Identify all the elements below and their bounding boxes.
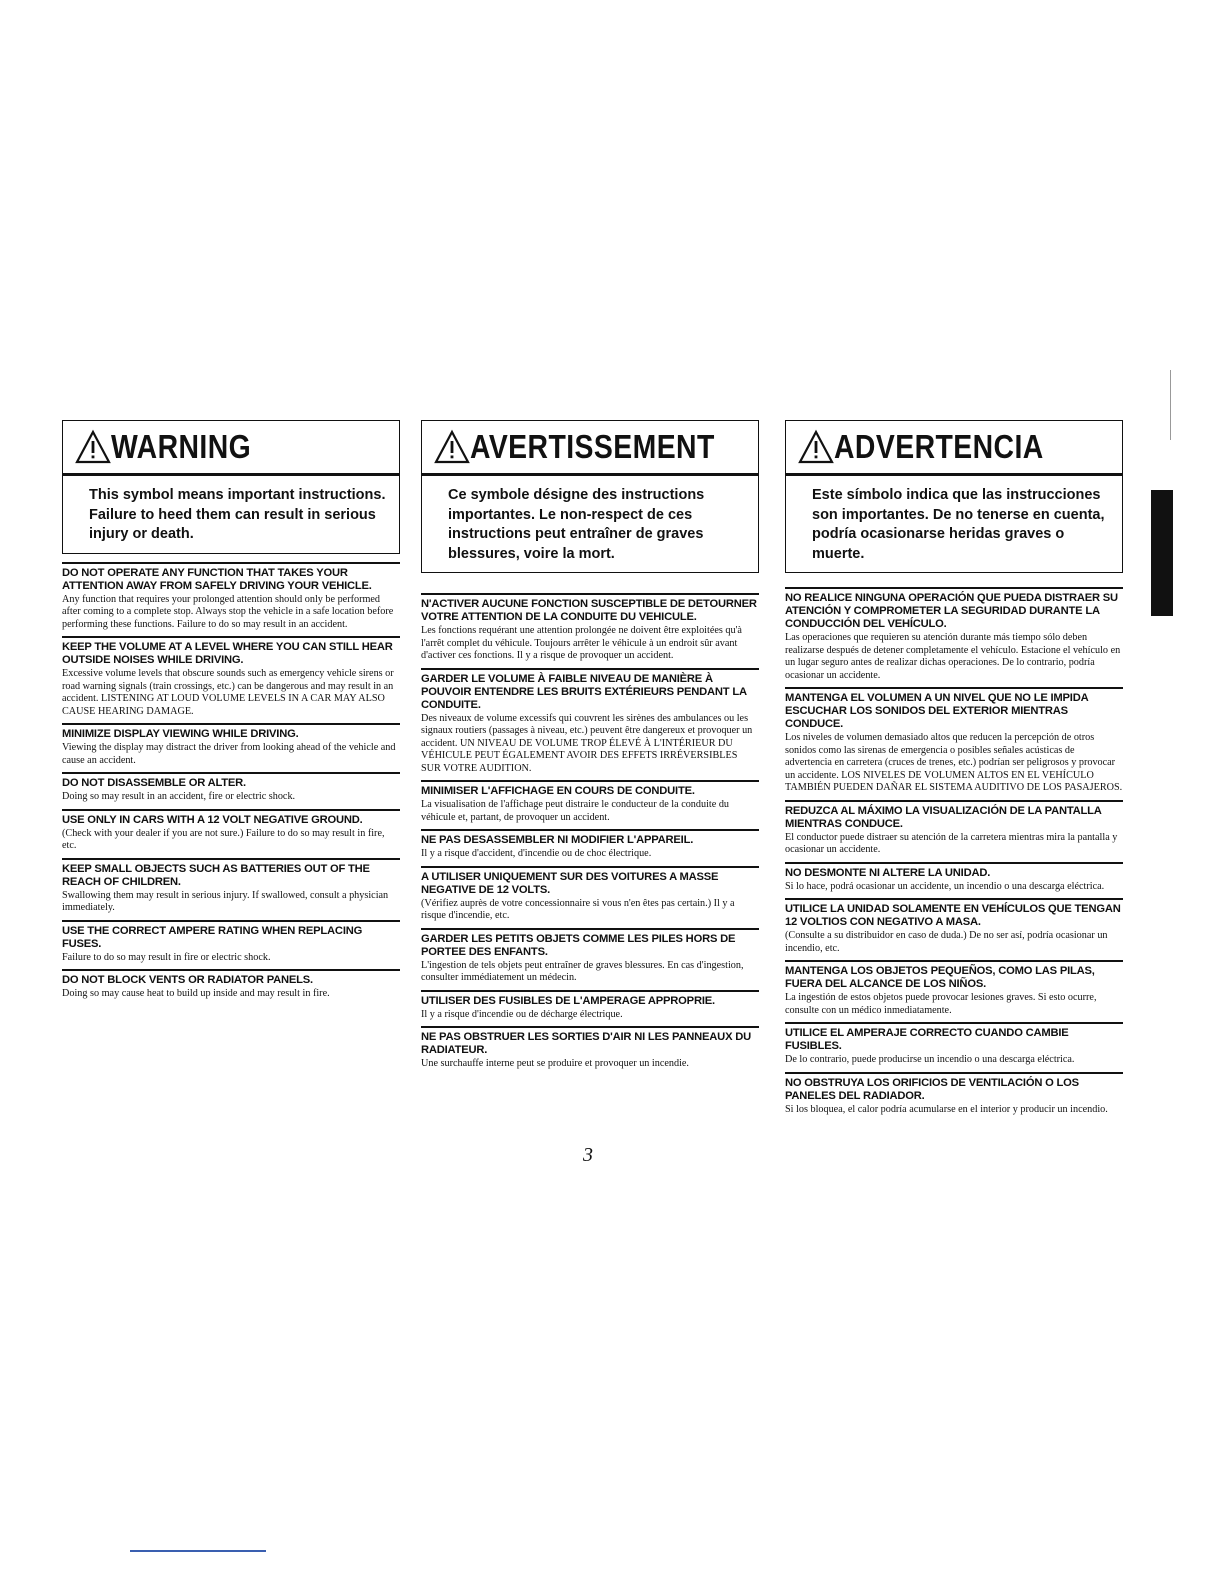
warning-item-title: MINIMIZE DISPLAY VIEWING WHILE DRIVING. [62, 728, 299, 740]
warning-item-title: UTILICE EL AMPERAJE CORRECTO CUANDO CAMBIE FUSIBLES. [785, 1027, 1069, 1052]
warning-item [421, 593, 759, 663]
warning-item [785, 862, 1123, 894]
margin-line [1170, 370, 1171, 440]
warning-item [785, 1072, 1123, 1117]
warning-item-body: Il y a risque d'accident, d'incendie ou de choc électrique. [421, 848, 652, 859]
warning-item-title: DO NOT OPERATE ANY FUNCTION THAT TAKES YOUR ATTENTION AWAY FROM SAFELY DRIVING YOUR VEHICLE. [62, 566, 372, 592]
warning-item-body: (Check with your dealer if you are not sure.) Failure to do so may result in fire, etc. [62, 827, 385, 851]
intro-box [421, 473, 759, 573]
warning-item-body: Si lo hace, podrá ocasionar un accidente, un incendio o una descarga eléctrica. [785, 880, 1105, 892]
intro-box [785, 473, 1123, 573]
warning-item-title: MANTENGA LOS OBJETOS PEQUEÑOS, COMO LAS PILAS, FUERA DEL ALCANCE DE LOS NIÑOS. [785, 965, 1095, 990]
warning-item [421, 866, 759, 923]
warning-item-title: USE THE CORRECT AMPERE RATING WHEN REPLACING FUSES. [62, 924, 363, 950]
warning-item-body: Une surchauffe interne peut se produire et provoquer un incendie. [421, 1058, 689, 1069]
warning-title-bar [62, 420, 400, 473]
warning-item [421, 990, 759, 1022]
warning-item [62, 809, 400, 853]
warning-item [62, 858, 400, 915]
warning-item-body: Las operaciones que requieren su atención durante más tiempo sólo deben realizarse después de detener completamente el vehículo. Estacione el vehículo en un lugar seguro antes de realizar dichas operaciones. De lo contrario, podría ocasionar un accidente. [785, 632, 1121, 681]
warning-item [421, 780, 759, 824]
warning-title-bar [785, 420, 1123, 473]
warning-item-body: Doing so may cause heat to build up inside and may result in fire. [62, 988, 330, 999]
warning-item-body: L'ingestion de tels objets peut entraîner de graves blessures. En cas d'ingestion, consulter immédiatement un médecin. [421, 959, 744, 983]
warning-item-title: NO DESMONTE NI ALTERE LA UNIDAD. [785, 866, 991, 879]
warning-title: ADVERTENCIA [834, 428, 1044, 465]
intro-text: Este símbolo indica que las instrucciones son importantes. De no tenerse en cuenta, podría ocasionarse heridas graves o muerte. [812, 487, 1105, 562]
warning-item-title: NE PAS OBSTRUER LES SORTIES D'AIR NI LES PANNEAUX DU RADIATEUR. [421, 1031, 751, 1056]
warning-item-body: De lo contrario, puede producirse un incendio o una descarga eléctrica. [785, 1054, 1075, 1065]
warning-item [785, 1022, 1123, 1067]
warning-item-body: Viewing the display may distract the driver from looking ahead of the vehicle and cause an accident. [62, 742, 396, 766]
warning-item-body: Failure to do so may result in fire or electric shock. [62, 951, 271, 963]
warning-triangle-icon [75, 429, 111, 465]
warning-column-english [62, 420, 400, 1006]
warning-item-body: Si los bloquea, el calor podría acumularse en el interior y producir un incendio. [785, 1103, 1108, 1115]
warning-title: WARNING [111, 428, 252, 465]
warning-item-title: UTILICE LA UNIDAD SOLAMENTE EN VEHÍCULOS QUE TENGAN 12 VOLTIOS CON NEGATIVO A MASA. [785, 903, 1121, 928]
warning-item [785, 800, 1123, 857]
warning-item-body: La ingestión de estos objetos puede provocar lesiones graves. Si esto ocurre, consulte con un médico inmediatamente. [785, 992, 1097, 1016]
warning-item [62, 562, 400, 632]
warning-item [62, 969, 400, 1001]
warning-item-title: REDUZCA AL MÁXIMO LA VISUALIZACIÓN DE LA PANTALLA MIENTRAS CONDUCE. [785, 804, 1102, 830]
section-tab-marker [1151, 490, 1173, 616]
warning-item-body: Doing so may result in an accident, fire or electric shock. [62, 791, 296, 802]
warning-item [421, 668, 759, 776]
warning-items [62, 562, 400, 1001]
warning-item-title: N'ACTIVER AUCUNE FONCTION SUSCEPTIBLE DE DETOURNER VOTRE ATTENTION DE LA CONDUITE DU VEHICULE. [421, 598, 757, 623]
page-number: 3 [583, 1144, 593, 1166]
warning-item-title: NE PAS DESASSEMBLER NI MODIFIER L'APPAREIL. [421, 834, 694, 846]
bottom-rule [130, 1550, 266, 1552]
warning-item-body: Excessive volume levels that obscure sounds such as emergency vehicle sirens or road warning signals (train crossings, etc.) can be dangerous and may result in an accident. LISTENING AT LOUD VOLUME LEVELS IN A CAR MAY ALSO CAUSE HEARING DAMAGE. [62, 668, 394, 717]
warning-item-title: NO REALICE NINGUNA OPERACIÓN QUE PUEDA DISTRAER SU ATENCIÓN Y COMPROMETER LA SEGURIDAD DURANTE LA CONDUCCIÓN DEL VEHÍCULO. [785, 592, 1118, 630]
warning-item-body: La visualisation de l'affichage peut distraire le conducteur de la conduite du véhicule et, partant, de provoquer un accident. [421, 799, 730, 823]
warning-item [421, 829, 759, 861]
warning-item-body: Des niveaux de volume excessifs qui couvrent les sirènes des ambulances ou les signaux routiers (passages à niveau, etc.) peuvent être dangereux et provoquer un accident. UN NIVEAU DE VOLUME TROP ÉLEVÉ À L'INTÉRIEUR DU VÉHICULE PEUT ÉGALEMENT AVOIR DES EFFETS IRRÉVERSIBLES SUR VOTRE AUDITION. [421, 712, 753, 774]
warning-item-body: (Consulte a su distribuidor en caso de duda.) De no ser así, podría ocasionar un incendio, etc. [785, 930, 1108, 954]
warning-item [62, 920, 400, 965]
warning-title-bar [421, 420, 759, 473]
warning-item-body: Les fonctions requérant une attention prolongée ne doivent être exploitées qu'à l'arrêt complet du véhicule. Toujours arrêter le véhicule à un endroit sûr avant d'activer ces fonctions. Il y a risque de provoquer un accident. [421, 625, 742, 661]
warning-item-title: KEEP THE VOLUME AT A LEVEL WHERE YOU CAN STILL HEAR OUTSIDE NOISES WHILE DRIVING. [62, 641, 393, 666]
warning-column-spanish [785, 420, 1123, 1121]
warning-item-body: Il y a risque d'incendie ou de décharge électrique. [421, 1008, 623, 1020]
warning-item-title: KEEP SMALL OBJECTS SUCH AS BATTERIES OUT OF THE REACH OF CHILDREN. [62, 862, 370, 888]
warning-item [785, 687, 1123, 795]
warning-item-body: El conductor puede distraer su atención de la carretera mientras mira la pantalla y ocasionar un accidente. [785, 831, 1118, 855]
warning-item-title: MANTENGA EL VOLUMEN A UN NIVEL QUE NO LE IMPIDA ESCUCHAR LOS SONIDOS DEL EXTERIOR MIENTRAS CONDUCE. [785, 692, 1089, 730]
intro-box [62, 473, 400, 554]
warning-item-title: GARDER LE VOLUME À FAIBLE NIVEAU DE MANIÈRE À POUVOIR ENTENDRE LES BRUITS EXTÉRIEURS PENDANT LA CONDUITE. [421, 672, 747, 711]
warning-item-title: NO OBSTRUYA LOS ORIFICIOS DE VENTILACIÓN O LOS PANELES DEL RADIADOR. [785, 1076, 1079, 1102]
warning-triangle-icon [434, 429, 470, 465]
warning-item-body: Los niveles de volumen demasiado altos que reducen la percepción de otros sonidos como las sirenas de emergencia o posibles señales acústicas de advertencia en carretera (cruces de trenes, etc.) podrían ser peligrosos y provocar un accidente. LOS NIVELES DE VOLUMEN ALTOS EN EL VEHÍCULO TAMBIÉN PUEDEN DAÑAR EL SISTEMA AUDITIVO DE LOS PASAJEROS. [785, 732, 1123, 793]
warning-item [62, 772, 400, 804]
warning-item-title: UTILISER DES FUSIBLES DE L'AMPERAGE APPROPRIE. [421, 994, 715, 1007]
warning-item-body: Any function that requires your prolonged attention should only be performed after coming to a complete stop. Always stop the vehicle in a safe location before performing these functions. Failure to do so may result in an accident. [62, 593, 394, 630]
warning-title: AVERTISSEMENT [470, 428, 715, 465]
warning-triangle-icon [798, 429, 834, 465]
warning-item [62, 723, 400, 767]
warning-item-body: (Vérifiez auprès de votre concessionnaire si vous n'en êtes pas certain.) Il y a risque d'incendie, etc. [421, 897, 735, 921]
warning-item-title: A UTILISER UNIQUEMENT SUR DES VOITURES A MASSE NEGATIVE DE 12 VOLTS. [421, 870, 719, 896]
warning-item-title: USE ONLY IN CARS WITH A 12 VOLT NEGATIVE GROUND. [62, 813, 363, 826]
warning-item-title: MINIMISER L'AFFICHAGE EN COURS DE CONDUITE. [421, 785, 695, 797]
warning-item [421, 1026, 759, 1071]
warning-item [785, 587, 1123, 682]
warning-item-body: Swallowing them may result in serious injury. If swallowed, consult a physician immediately. [62, 889, 389, 913]
warning-item [785, 960, 1123, 1017]
warning-item-title: DO NOT BLOCK VENTS OR RADIATOR PANELS. [62, 974, 313, 986]
intro-text: Ce symbole désigne des instructions importantes. Le non-respect de ces instructions peut entraîner de graves blessures, voire la mort. [448, 487, 705, 562]
warning-item-title: DO NOT DISASSEMBLE OR ALTER. [62, 777, 246, 789]
warning-item [62, 636, 400, 718]
warning-items [785, 587, 1123, 1116]
warning-item [785, 898, 1123, 955]
warning-item [421, 928, 759, 985]
warning-column-french [421, 420, 759, 1076]
warning-items [421, 593, 759, 1071]
intro-text: This symbol means important instructions. Failure to heed them can result in serious injury or death. [89, 487, 386, 542]
warning-item-title: GARDER LES PETITS OBJETS COMME LES PILES HORS DE PORTEE DES ENFANTS. [421, 932, 736, 958]
